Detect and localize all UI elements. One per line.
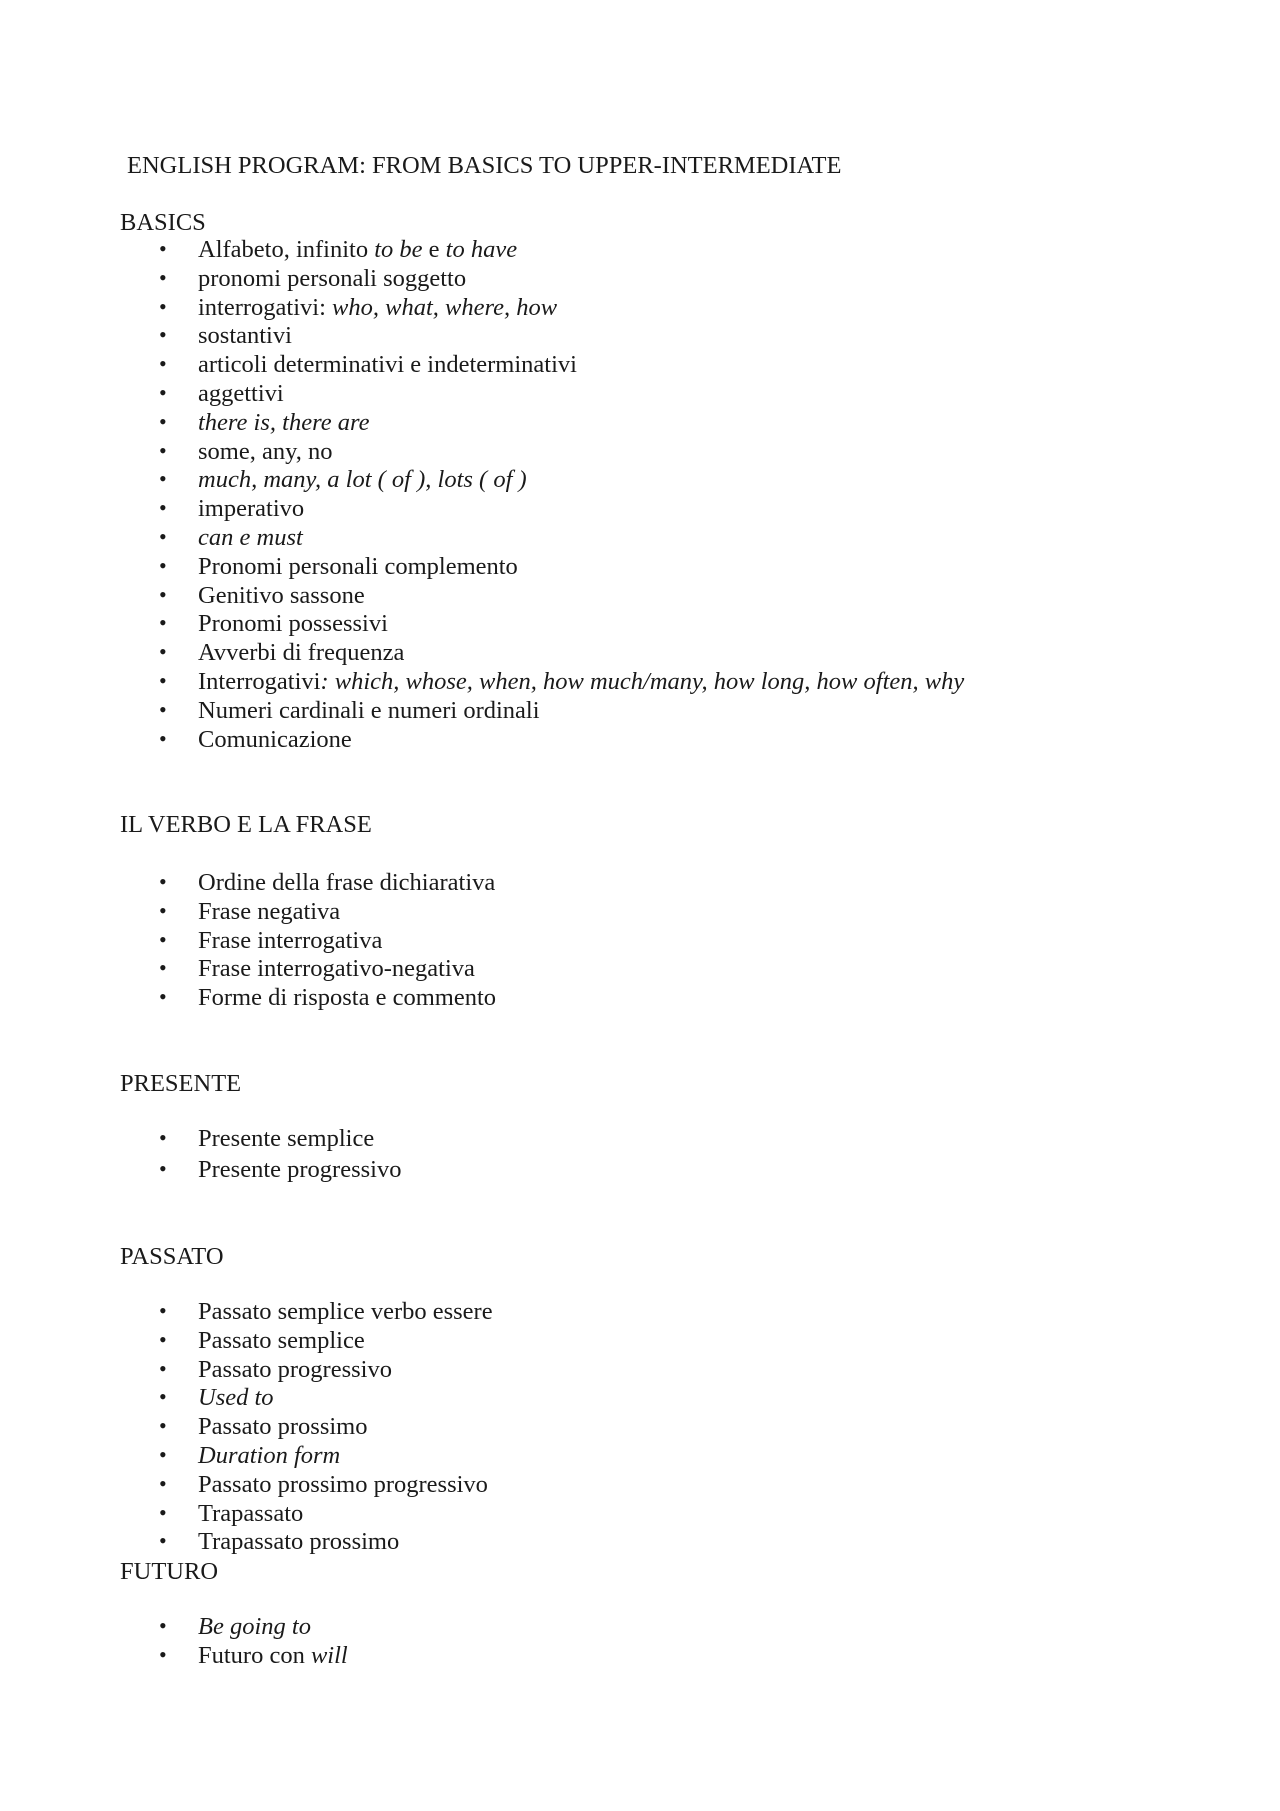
bullet-icon: • [159, 725, 167, 751]
bullet-icon: • [159, 1613, 167, 1638]
bullet-icon: • [159, 293, 167, 319]
bullet-icon: • [159, 264, 167, 290]
section-heading-verbo: IL VERBO E LA FRASE [120, 811, 372, 838]
bullet-icon: • [159, 869, 167, 894]
bullet-icon: • [159, 1125, 167, 1150]
bullet-icon: • [159, 1528, 167, 1554]
bullet-icon: • [159, 1156, 167, 1181]
bullet-icon: • [159, 236, 167, 261]
bullet-icon: • [159, 379, 167, 405]
bullet-icon: • [159, 322, 167, 348]
bullet-icon: • [159, 1641, 167, 1667]
bullet-icon: • [159, 897, 167, 923]
bullet-icon: • [159, 1298, 167, 1323]
bullet-icon: • [159, 466, 167, 492]
bullet-icon: • [159, 1326, 167, 1352]
section-heading-futuro: FUTURO [120, 1558, 219, 1585]
bullet-icon: • [159, 639, 167, 665]
document-title: ENGLISH PROGRAM: FROM BASICS TO UPPER-INTERMEDIATE [127, 152, 842, 179]
document-page: ENGLISH PROGRAM: FROM BASICS TO UPPER-INTERMEDIATE BASICS • Alfabeto, infinito to be e to have • pronomi personali soggetto • interrogativi: who, what, where, how • sostantivi • articoli determinativi e indeterminativi • aggettivi • there is, there are • some, any, no • much, many, a lot ( of ), lots ( of ) • imperativo • can e must • Pronomi personali complemento • Genitivo sassone • Pronomi possessivi • Avverbi di frequenza • Interrogativi: which, whose, when, how much/many, how long, how often, why • Numeri cardinali e numeri ordinali • Comunicazione IL VERBO E LA FRASE • Ordine della frase dichiarativa • Frase negativa • Frase interrogativa • Frase interrogativo-negativa • Forme di risposta e commento PRESENTE • Presente semplice • Presente progressivo PASSATO • Passato semplice verbo essere • Passato semplice • Passato progressivo • Used to • Passato prossimo • Duration form • Passato prossimo progressivo • Trapassato • Trapassato prossimo FUTURO • Be going to • Futuro con will [120, 152, 965, 1669]
bullet-icon: • [159, 955, 167, 981]
bullet-icon: • [159, 1470, 167, 1496]
bullet-icon: • [159, 926, 167, 952]
bullet-icon: • [159, 523, 167, 549]
bullet-icon: • [159, 696, 167, 722]
bullet-icon: • [159, 1441, 167, 1467]
bullet-icon: • [159, 984, 167, 1010]
bullet-icon: • [159, 581, 167, 607]
bullet-icon: • [159, 408, 167, 434]
bullet-icon: • [159, 1355, 167, 1381]
bullet-icon: • [159, 351, 167, 377]
bullet-icon: • [159, 667, 167, 693]
section-heading-passato: PASSATO [120, 1243, 224, 1270]
section-heading-presente: PRESENTE [120, 1070, 242, 1097]
bullet-icon: • [159, 495, 167, 521]
bullet-icon: • [159, 437, 167, 463]
bullet-icon: • [159, 1413, 167, 1439]
section-heading-basics: BASICS [120, 209, 206, 236]
bullet-icon: • [159, 552, 167, 578]
bullet-icon: • [159, 1499, 167, 1525]
bullet-icon: • [159, 1384, 167, 1410]
bullet-icon: • [159, 610, 167, 636]
